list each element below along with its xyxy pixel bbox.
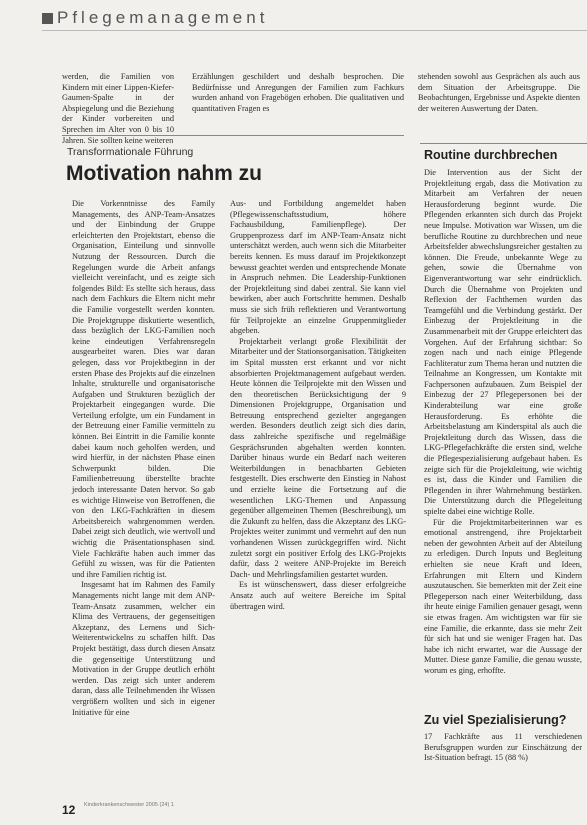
section-heading: Routine durchbrechen bbox=[424, 148, 558, 162]
article-column-2 bbox=[230, 199, 406, 799]
body-paragraph: 17 Fachkräfte aus 11 verschiedenen Berufsgruppen wurden zur Einschätzung der Ist-Situation befragt. 15 (88 %) bbox=[424, 732, 582, 763]
top-paragraph: Erzählungen geschildert und deshalb besprochen. Die Bedürfnisse und Anregungen der Familien zum Fachkurs wurden anhand von Fragebögen erhoben. Die qualitativen und quantitativen Fragen es bbox=[192, 72, 404, 113]
top-paragraph: werden, die Familien von Kindern mit einer Lippen-Kiefer-Gaumen-Spalte in der Abspiegelung und die Beziehung der Kinder vorbereiten und Sprechen im Alter von 0 bis 10 Jahren. Sie sollten keine weiteren bbox=[62, 72, 174, 145]
article-column-1 bbox=[72, 199, 215, 799]
body-paragraph: Insgesamt hat im Rahmen des Family Managements nicht lange mit dem ANP-Team-Ansatz zusammen, welcher ein Klima des Vertrauens, der gegenseitigen Akzeptanz, des Lernens und Sich-Weiterentwickelns zu schaffen hilft. Das Projekt bestätigt, dass durch diesen Ansatz die gegenseitige Unterstützung und Motivation in der Gruppe deutlich erhöht werden. Das zeigt sich unter anderem daran, dass alle Teilnehmenden ihr Wissen vergrößern wollten und sich in eigener Initiative für eine bbox=[72, 580, 215, 717]
page-number: 12 bbox=[62, 803, 76, 817]
top-column-3 bbox=[418, 72, 580, 134]
top-column-2 bbox=[192, 72, 404, 138]
article-divider bbox=[62, 135, 404, 136]
body-paragraph: Die Vorkenntnisse des Family Managements, des ANP-Team-Ansatzes und der Einbindung der Gruppe erleichterten den Projektstart, ebenso die Organisation, Einteilung und sinnvolle Nutzung der Ressourcen. Durch die Regelungen wurde die Arbeit anfangs vielleicht vereinfacht, und es zeigte sich folgendes Bild: Es stellte sich heraus, dass nach dem Fachkurs die Eltern nicht mehr die Familie vorgestellt werden konnten. Die Projektgruppe diskutierte wesentlich, dass bezüglich der LKG-Familien noch keine eindeutigen Verfahrensregeln ausgearbeitet waren. Dies war daran gelegen, dass vor Projektbeginn in der ersten Phase des Projekts auf die einzelnen Inhalte, strukturelle und organisatorische Aufgaben und Strukturen bezüglich der Projektarbeit eingegangen wurde. Die Verteilung erfolgte, um ein Fundament in der Betreuung einer Familie vermitteln zu können. Bei Eintritt in die Familie konnte dabei kaum noch geholfen werden, und wird hierfür, in der nächsten Phase einen Schwerpunkt bilden. Die Familienbetreuung überstellte brachte jedoch interessante Daten hervor. So gab es wichtige Hinweise von Betroffenen, die von den LKG-Fachkräften in diesem Arbeitsbereich wahrgenommen werden. Dabei zeigt sich deutlich, wie wertvoll und wichtig die Präsentationsphasen sind. Viele Fachkräfte haben auch immer das Gefühl zu wissen, was für die Patienten und ihre Familien richtig ist. bbox=[72, 199, 215, 579]
sidebar-divider bbox=[420, 143, 587, 144]
publication-footer: Kinderkrankenschwester 2005 (24) 1 bbox=[84, 802, 174, 808]
top-column-1 bbox=[62, 72, 174, 145]
section-heading: Zu viel Spezialisierung? bbox=[424, 713, 567, 727]
top-paragraph: stehenden sowohl aus Gesprächen als auch aus dem Situation der Arbeitsgruppe. Die Beobachtungen, Ergebnisse und Aspekte dienten der weiteren Auswertung der Daten. bbox=[418, 72, 580, 113]
article-headline: Motivation nahm zu bbox=[66, 162, 262, 185]
sidebar-column bbox=[424, 732, 582, 802]
article-kicker: Transformationale Führung bbox=[67, 146, 194, 158]
body-paragraph: Es ist wünschenswert, dass dieser erfolgreiche Ansatz auch auf weitere Bereiche im Spital übertragen wird. bbox=[230, 580, 406, 611]
body-paragraph: Aus- und Fortbildung angemeldet haben (Pflegewissenschaftsstudium, höhere Fachausbildung, Familienpflege). Der Gruppenprozess darf im ANP-Team-Ansatz nicht unterschätzt werden, auch wenn sich die Mitarbeiter bereits kennen. Es muss darauf im Projektkonzept bewusst geachtet werden und entsprechende Monate in Anspruch nehmen. Die Leadership-Funktionen der Projektleitung sind dabei zentral. Sie kann viel bewirken, aber auch Fortschritte hemmen. Deshalb muss sie sich früh reflektieren und Verantwortung für Teilprojekte an einzelne Gruppenmitglieder abgeben. bbox=[230, 199, 406, 336]
running-header: Pflegemanagement bbox=[57, 8, 269, 27]
body-paragraph: Die Intervention aus der Sicht der Projektleitung ergab, dass die Motivation zu Mitarbeit am Verfahren der neuen Herausforderung beginnt wurde. Die Pflegenden erkannten sich durch das Projekt neue Impulse. Motivation war Wissen, um die berufliche Routine zu durchbrechen und neue Arbeitsfelder abwechslungsreicher gestalten zu können. Die Freude, unbekannte Wege zu gehen, sowie die Übernahme von Eigenverantwortung war sehr eindrücklich. Durch die Übernahme von Projekten und Reflexion der Fachthemen wurden das Teamgefühl und die Verbindung gestärkt. Der Einbezug der Projektleitung in die Zusammenarbeit mit der Gruppe erleichtert das Vorgehen. Auf der Erfahrung sichtbar: So zogen nach und nach einige Pflegende Fachliteratur zum Thema heran und nutzten die Teilnahme an Kongressen, um Kontakte mit Fachpersonen aufzubauen. Zum Beispiel der Einbezug der 27 Pflegepersonen bei der Kinderabteilung war eine große Herausforderung. Es erhöhte die Arbeitsbelastung am Kinderspital als auch die Projektleitung durch das Wissen, dass die LKG-Pflegefachkräfte die ersten sind, welche die Pflegespezialisierung aufgebaut haben. Es zeigte sich für die Projektleitung, wie wichtig es ist, dass die Kinder und Familien die Pflegenden in ihrer Wahrnehmung bestärken. Die Unterstützung durch die Pflegeleitung spielte dabei eine wichtige Rolle. bbox=[424, 168, 582, 516]
sidebar-column bbox=[424, 168, 582, 708]
body-paragraph: Projektarbeit verlangt große Flexibilität der Mitarbeiter und der Stationsorganisation. Tätigkeiten im Spital mussten erst erkannt und vor nicht absorbierten Projektmanagement aufgebaut werden. Heute können die Teilprojekte mit den Wissen und den theoretischen Berücksichtigung der 9 Dimensionen Projektgruppe, Organisation und Betreuung entsprechend gezielter angegangen werden. Besonders deutlich zeigt sich dies darin, dass zahlreiche spezifische und regelmäßige Gesprächsrunden abgehalten werden konnten. Darüber hinaus wurde ein Bedarf nach weiteren Weiterbildungen in benachbarten Gebieten festgestellt. Dies erschwerte den Einstieg in Nahost und erzielte keine die Fortsetzung auf die wesentlichen LKG-Themen und Anpassung gegenüber allgemeinen Themen (Beschreibung), um die Zukunft zu helfen, dass die Akzeptanz des LKG-Projektes weiter zunimmt und vermehrt auf den nun vorhandenen Wissen zurückgegriffen wird. Nicht zuletzt sorgt ein positiver Erfolg des LKG-Projekts dafür, dass 2 weitere ANP-Projekte im Bereich Dach- und Mehrlingsfamilien gestartet wurden. bbox=[230, 336, 406, 579]
section-marker bbox=[42, 13, 53, 24]
header-rule bbox=[42, 30, 587, 31]
body-paragraph: Für die Projektmitarbeiterinnen war es emotional anstrengend, ihre Projektarbeit neben der gewohnten Arbeit auf der Abteilung zu erledigen. Durch Inputs und Begleitung erhielten sie neue Kraft und Ideen, Erfahrungen mit Eltern und Kindern auszutauschen. Sie bemerkten mit der Zeit eine Pflegeperson nach einer Weiterbildung, dass ihr heute einige Familien genauer gesagt, wenn sie etwas fragen. Am wichtigsten war für sie eine Familie, die erkannte, dass sie mehr Zeit für sich hat und sie weniger Fragen hat. Das habe ich nicht erwartet, war die Aussage der Mutter. Diese ganze Familie, die genau wusste, worum es ging, erhoffte. bbox=[424, 517, 582, 675]
